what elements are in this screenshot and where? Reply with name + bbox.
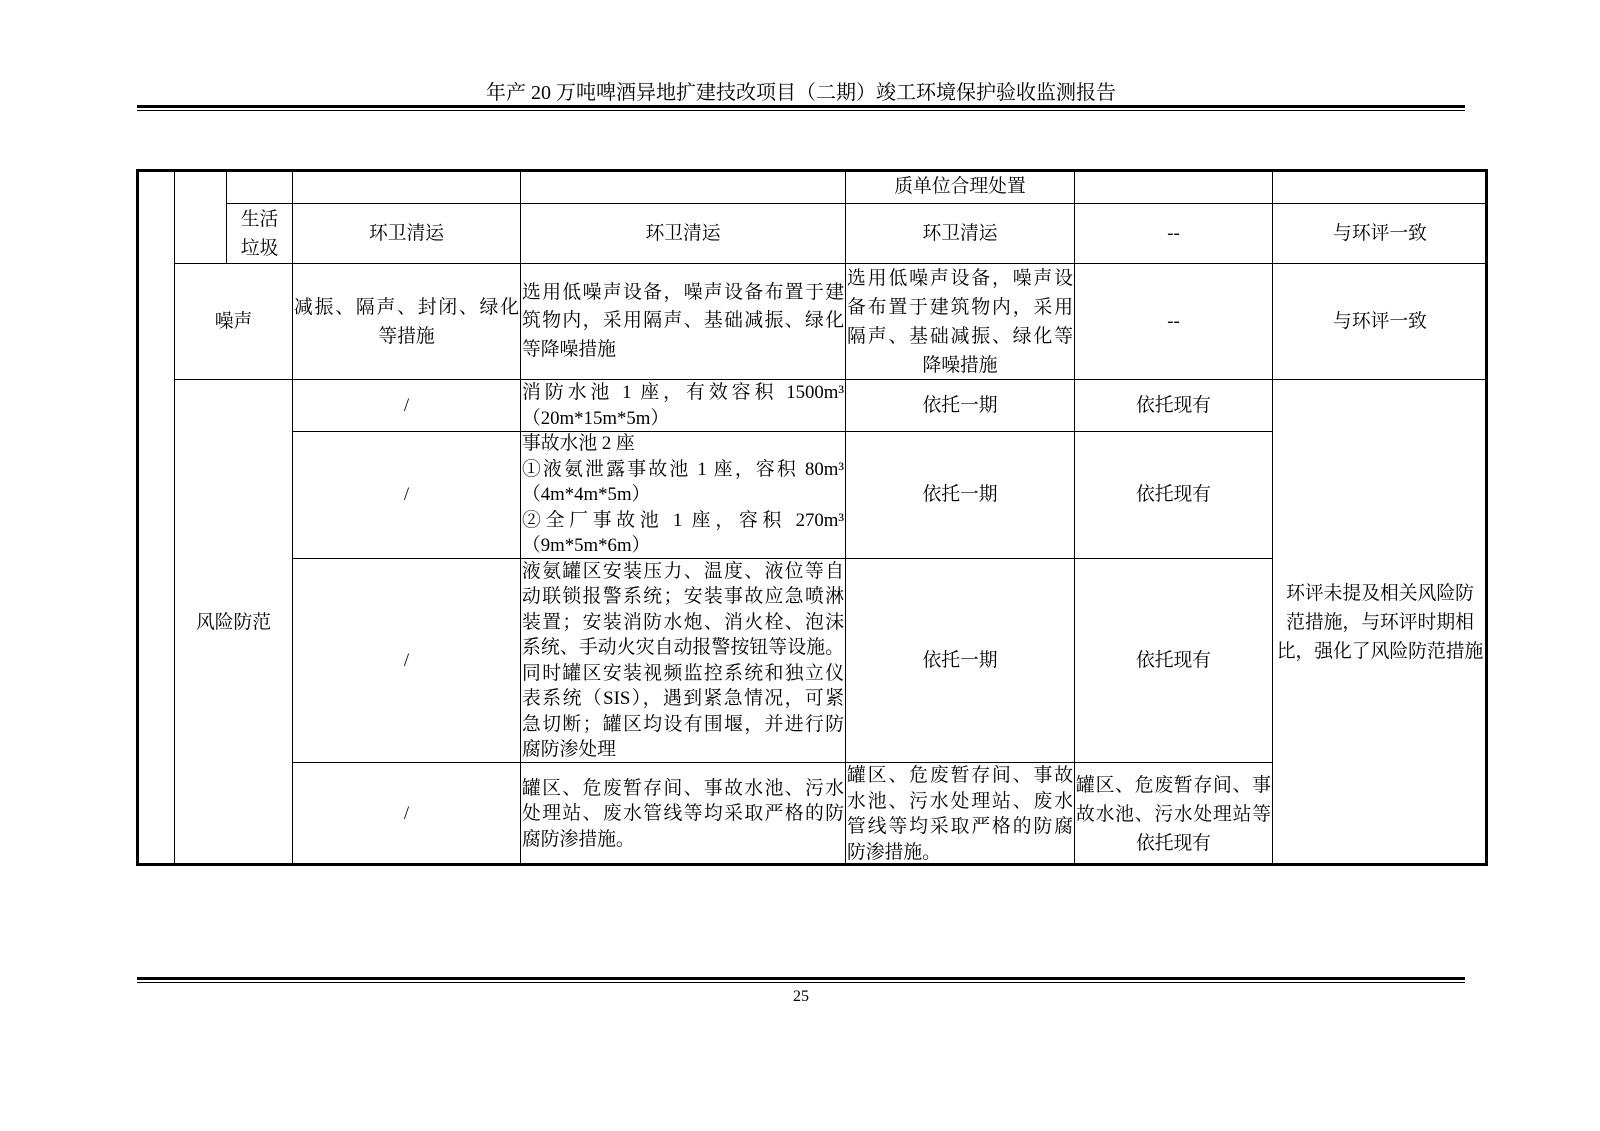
cell-text-line: 消防水池 1 座，有效容积 1500m³: [522, 382, 844, 403]
cell-text-line: 管线等均采取严格的防腐: [847, 816, 1073, 837]
noise-c3-cell: [292, 263, 521, 380]
cell-text-line: 环卫清运: [922, 222, 998, 244]
cell-text-line: 依托现有: [1135, 832, 1212, 854]
cell-text-line: 同时罐区安装视频监控系统和独立仪: [522, 662, 844, 684]
risk-row-2-c4-cell: [520, 431, 846, 559]
cell-text-line: 罐区、危废暂存间、事故水池、污水: [522, 777, 844, 799]
noise-c4-cell: [520, 263, 846, 380]
cell-text-line: ②全厂事故池 1 座，容积 270m³: [522, 509, 844, 531]
empty-cell: [226, 170, 293, 204]
domestic-waste-c7-cell: [1272, 203, 1488, 264]
cell-text-line: 环卫清运: [368, 222, 445, 244]
cell-text-line: 依托现有: [1135, 649, 1212, 671]
cell-text-line: 范措施，与环评时期相: [1286, 612, 1474, 633]
risk-row-3-c5-cell: [845, 558, 1075, 763]
risk-row-3-c6-cell: [1074, 558, 1273, 763]
cell-text-line: 罐区、危废暂存间、事: [1076, 774, 1271, 796]
cell-text-line: 等措施: [378, 325, 435, 347]
report-header-title: 年产 20 万吨啤酒异地扩建技改项目（二期）竣工环境保护验收监测报告: [486, 82, 1116, 104]
cell-text-line: 噪声: [214, 310, 253, 332]
cell-text-line: 腐防渗处理: [522, 739, 616, 760]
cell-text-line: 表系统（SIS），遇到紧急情况，可紧: [522, 688, 844, 709]
risk-row-2-c6-cell: [1074, 431, 1273, 559]
cell-text-line: 依托一期: [922, 649, 998, 671]
continued-row-c5-cell: [845, 170, 1075, 204]
empty-cell: [174, 170, 227, 264]
cell-text-line: --: [1167, 222, 1180, 244]
cell-text-line: ①液氨泄露事故池 1 座，容积 80m³: [522, 458, 844, 480]
cell-text-line: 选用低噪声设备，噪声设: [847, 267, 1073, 289]
cell-text-line: 水池、污水处理站、废水: [847, 790, 1073, 812]
cell-text-line: 依托现有: [1135, 394, 1212, 416]
cell-text-line: 减振、隔声、封闭、绿化: [294, 296, 519, 318]
cell-text-line: /: [403, 803, 410, 825]
cell-text-line: 罐区、危废暂存间、事故: [847, 765, 1073, 786]
cell-text-line: 液氨罐区安装压力、温度、液位等自: [522, 560, 844, 582]
noise-category-cell: [174, 263, 293, 380]
cell-text-line: /: [403, 649, 410, 671]
risk-row-1-c4-cell: [520, 379, 846, 432]
cell-text-line: 降噪措施: [922, 354, 998, 376]
cell-text-line: --: [1167, 310, 1180, 332]
cell-text-line: 环评未提及相关风险防: [1286, 583, 1474, 604]
page-number: 25: [793, 988, 809, 1005]
header-thin-rule: [137, 110, 1465, 111]
domestic-waste-item-cell: [226, 203, 293, 264]
footer-thin-rule: [137, 982, 1465, 983]
risk-row-4-c5-cell: [845, 762, 1075, 866]
cell-text-line: /: [403, 484, 410, 506]
cell-text-line: 故水池、污水处理站等: [1076, 803, 1271, 825]
domestic-waste-c3-cell: [292, 203, 521, 264]
cell-text-line: 生活: [240, 208, 279, 230]
cell-text-line: 急切断；罐区均设有围堰，并进行防: [522, 713, 844, 735]
cell-text-line: 隔声、基础减振、绿化等: [847, 325, 1073, 347]
cell-text-line: 事故水池 2 座: [522, 433, 635, 455]
header-thick-rule: [137, 105, 1465, 108]
cell-text-line: 等降噪措施: [522, 338, 616, 360]
cell-text-line: 备布置于建筑物内，采用: [847, 296, 1073, 318]
cell-text-line: 动联锁报警系统；安装事故应急喷淋: [522, 586, 844, 607]
cell-text-line: 垃圾: [240, 237, 279, 259]
cell-text-line: 依托一期: [922, 484, 998, 506]
cell-text-line: （4m*4m*5m）: [522, 484, 651, 506]
risk-category-cell: [174, 379, 293, 866]
risk-row-1-c5-cell: [845, 379, 1075, 432]
cell-text-line: 防渗措施。: [847, 841, 941, 863]
cell-text-line: 选用低噪声设备，噪声设备布置于建: [522, 281, 844, 303]
risk-row-3-c3-cell: [292, 558, 521, 763]
risk-row-2-c5-cell: [845, 431, 1075, 559]
cell-text-line: 风险防范: [195, 611, 272, 633]
cell-text-line: 质单位合理处置: [894, 176, 1026, 198]
cell-text-line: 系统、手动火灾自动报警按钮等设施。: [522, 637, 844, 658]
cell-text-line: 处理站、废水管线等均采取严格的防: [522, 803, 844, 825]
domestic-waste-c6-cell: [1074, 203, 1273, 264]
cell-text-line: 装置；安装消防水炮、消火栓、泡沫: [522, 611, 844, 633]
cell-text-line: 与环评一致: [1333, 310, 1427, 332]
domestic-waste-c5-cell: [845, 203, 1075, 264]
risk-conclusion-cell: [1272, 379, 1488, 866]
risk-row-4-c4-cell: [520, 762, 846, 866]
risk-row-2-c3-cell: [292, 431, 521, 559]
risk-row-3-c4-cell: [520, 558, 846, 763]
noise-c7-cell: [1272, 263, 1488, 380]
cell-text-line: 与环评一致: [1333, 222, 1427, 244]
cell-text-line: （20m*15m*5m）: [522, 407, 670, 429]
empty-cell: [1272, 170, 1488, 204]
empty-cell: [292, 170, 521, 204]
cell-text-line: 环卫清运: [645, 222, 721, 244]
empty-cell: [1074, 170, 1273, 204]
cell-text-line: 腐防渗措施。: [522, 828, 635, 850]
noise-c6-cell: [1074, 263, 1273, 380]
cell-text-line: 依托现有: [1135, 484, 1212, 506]
risk-row-1-c3-cell: [292, 379, 521, 432]
risk-row-4-c6-cell: [1074, 762, 1273, 866]
cell-text-line: 比，强化了风险防范措施: [1276, 641, 1484, 662]
cell-text-line: 筑物内，采用隔声、基础减振、绿化: [522, 310, 844, 332]
empty-cell: [520, 170, 846, 204]
noise-c5-cell: [845, 263, 1075, 380]
risk-row-1-c6-cell: [1074, 379, 1273, 432]
cell-text-line: （9m*5m*6m）: [522, 535, 651, 557]
empty-cell: [137, 170, 175, 866]
cell-text-line: /: [403, 394, 410, 416]
risk-row-4-c3-cell: [292, 762, 521, 866]
domestic-waste-c4-cell: [520, 203, 846, 264]
cell-text-line: 依托一期: [922, 394, 998, 416]
footer-thick-rule: [137, 977, 1465, 980]
